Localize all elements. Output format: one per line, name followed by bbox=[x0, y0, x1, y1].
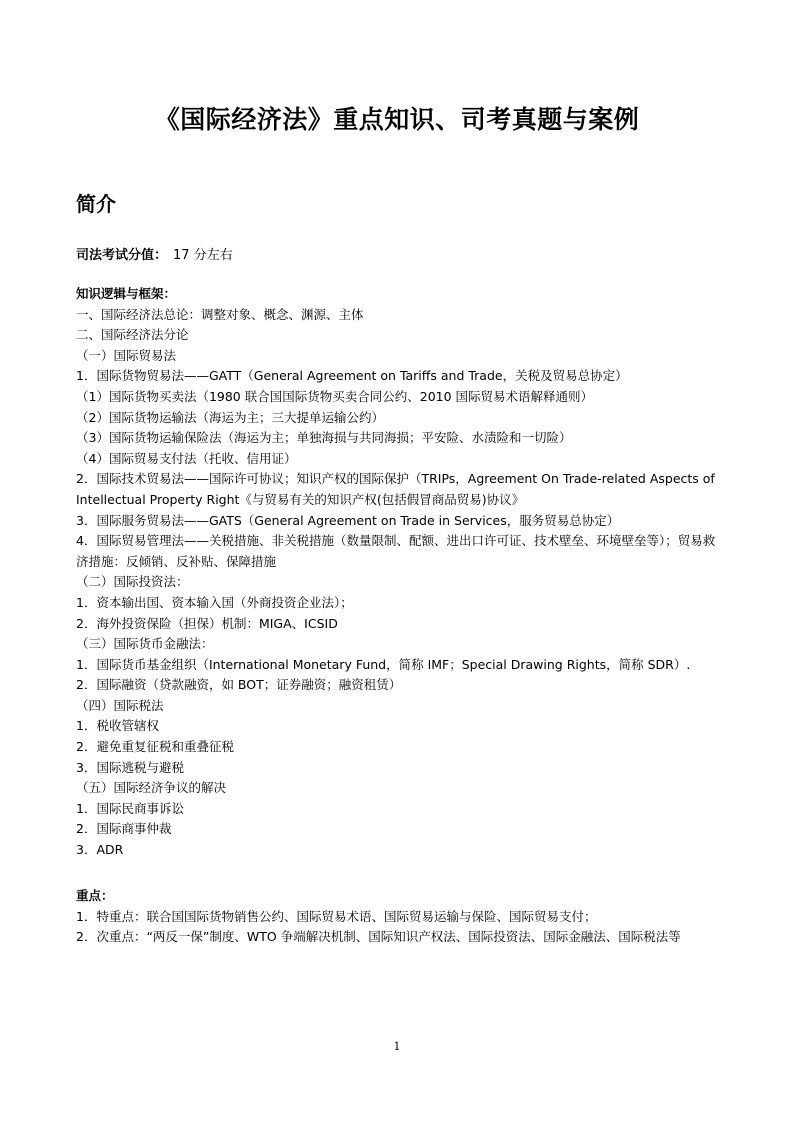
framework-line: （一）国际贸易法 bbox=[76, 347, 177, 363]
framework-line: （五）国际经济争议的解决 bbox=[76, 780, 227, 796]
framework-line: 1．资本输出国、资本输入国（外商投资企业法）； bbox=[76, 594, 353, 610]
exam-score-value: 17 分左右 bbox=[173, 248, 233, 263]
framework-line: 1．国际货物贸易法——GATT（General Agreement on Tariffs and Trade，关税及贸易总协定） bbox=[76, 368, 628, 384]
framework-line: 二、国际经济法分论 bbox=[76, 327, 189, 343]
section-heading: 简介 bbox=[76, 192, 116, 216]
framework-line: 一、国际经济法总论：调整对象、概念、渊源、主体 bbox=[76, 306, 364, 322]
framework-line: （四）国际税法 bbox=[76, 697, 164, 713]
framework-line: （3）国际货物运输保险法（海运为主；单独海损与共同海损；平安险、水渍险和一切险） bbox=[76, 430, 572, 446]
key-points-line: 2．次重点：“两反一保”制度、WTO 争端解决机制、国际知识产权法、国际投资法、国际金融法、国际税法等 bbox=[76, 929, 681, 945]
framework-line: （2）国际货物运输法（海运为主；三大提单运输公约） bbox=[76, 409, 384, 425]
framework-line: 4．国际贸易管理法——关税措施、非关税措施（数量限制、配额、进出口许可证、技术壁垒、环境壁垒等）；贸易救济措施：反倾销、反补贴、保障措施 bbox=[76, 533, 716, 569]
framework-line: 2．国际商事仲裁 bbox=[76, 821, 172, 837]
framework-line: 3．国际服务贸易法——GATS（General Agreement on Trade in Services，服务贸易总协定） bbox=[76, 512, 620, 528]
framework-line: （三）国际货币金融法： bbox=[76, 636, 214, 652]
framework-line: 1．国际民商事诉讼 bbox=[76, 800, 184, 816]
exam-score-line bbox=[76, 244, 233, 263]
framework-section bbox=[76, 284, 722, 861]
framework-line: 3．国际逃税与避税 bbox=[76, 759, 184, 775]
framework-line: 3．ADR bbox=[76, 842, 124, 858]
framework-line: （4）国际贸易支付法（托收、信用证） bbox=[76, 450, 297, 466]
framework-line: 1．国际货币基金组织（International Monetary Fund，简称 IMF；Special Drawing Rights，简称 SDR）. bbox=[76, 656, 691, 672]
framework-line: 2．国际融资（贷款融资，如 BOT；证券融资；融资租赁） bbox=[76, 677, 402, 693]
framework-heading: 知识逻辑与框架： bbox=[76, 286, 177, 301]
document-title: 《国际经济法》重点知识、司考真题与案例 bbox=[154, 105, 640, 134]
key-points-heading: 重点： bbox=[76, 888, 114, 903]
framework-line: （二）国际投资法： bbox=[76, 574, 189, 590]
framework-line: （1）国际货物买卖法（1980 联合国国际货物买卖合同公约、2010 国际贸易术语解释通则） bbox=[76, 388, 594, 404]
framework-line: 2．避免重复征税和重叠征税 bbox=[76, 739, 234, 755]
framework-line: 2．国际技术贸易法——国际许可协议；知识产权的国际保护（TRIPs，Agreement On Trade-related Aspects of Intellectual Property Right《与贸易有关的知识产权(包括假冒商品贸易)协议》 bbox=[76, 471, 715, 507]
framework-line: 2．海外投资保险（担保）机制：MIGA、ICSID bbox=[76, 615, 338, 631]
key-points-section bbox=[76, 886, 722, 948]
page-number: 1 bbox=[393, 1040, 401, 1053]
exam-score-label: 司法考试分值： bbox=[76, 248, 168, 263]
key-points-line: 1．特重点：联合国国际货物销售公约、国际贸易术语、国际贸易运输与保险、国际贸易支付； bbox=[76, 908, 597, 924]
framework-line: 1．税收管辖权 bbox=[76, 718, 159, 734]
